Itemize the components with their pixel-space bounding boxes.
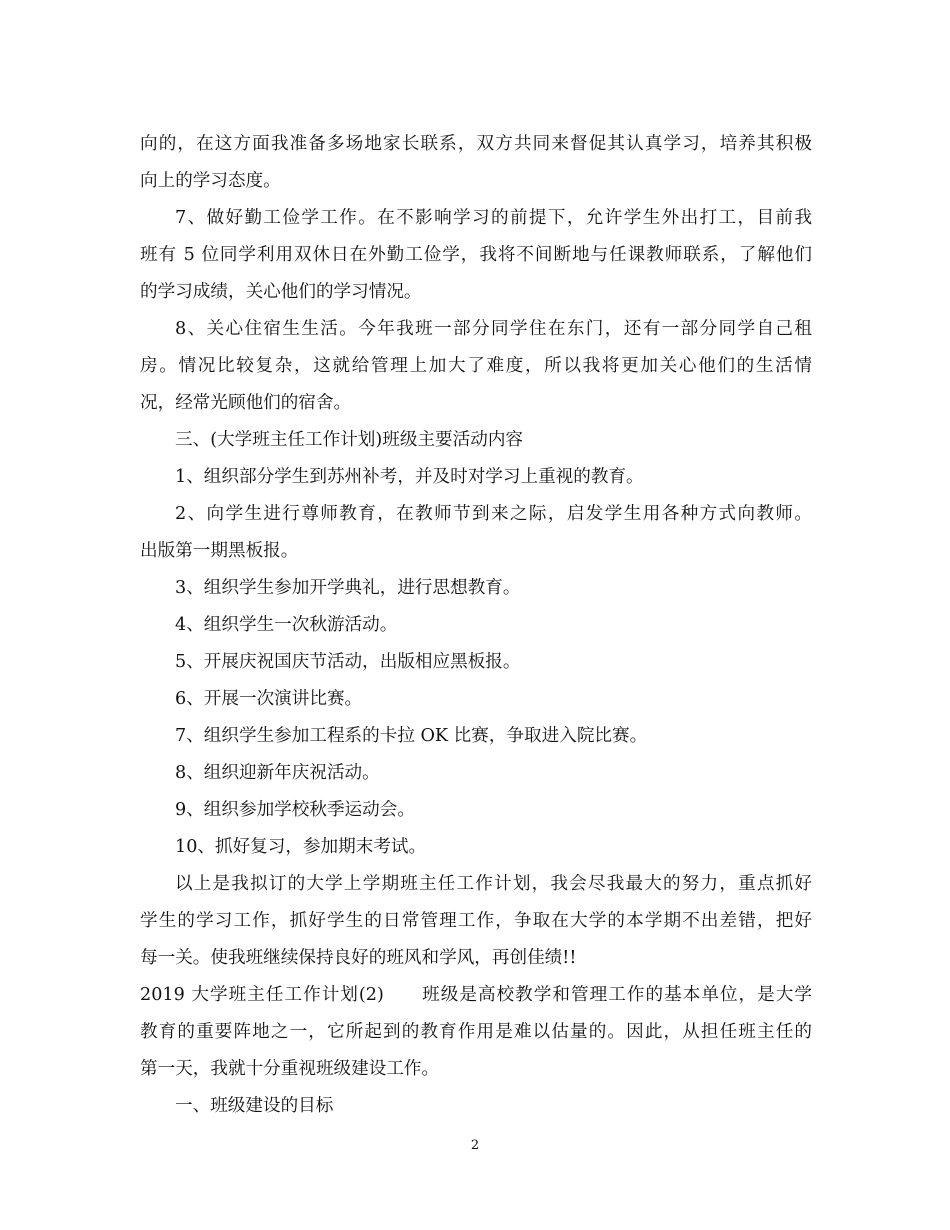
section-heading: 三、(大学班主任工作计划)班级主要活动内容 (175, 430, 524, 450)
text-line: 学生的学习工作，抓好学生的日常管理工作，争取在大学的本学期不出差错，把好 (140, 911, 812, 931)
text-line: 向上的学习态度。 (140, 171, 281, 191)
text-line: 向的，在这方面我准备多场地家长联系，双方共同来督促其认真学习，培养其积极 (140, 134, 812, 154)
list-item: 3、组织学生参加开学典礼，进行思想教育。 (175, 578, 521, 598)
text-line: 7、做好勤工俭学工作。在不影响学习的前提下，允许学生外出打工，目前我 (175, 208, 812, 228)
text-line: 每一关。使我班继续保持良好的班风和学风，再创佳绩!! (140, 948, 577, 968)
list-item: 6、开展一次演讲比赛。 (175, 689, 363, 709)
list-item: 10、抓好复习，参加期末考试。 (175, 837, 427, 857)
list-item: 5、开展庆祝国庆节活动，出版相应黑板报。 (175, 652, 521, 672)
document-body (140, 126, 812, 1125)
text-line: 2019 大学班主任工作计划(2) 班级是高校教学和管理工作的基本单位，是大学 (140, 985, 812, 1005)
list-item: 8、组织迎新年庆祝活动。 (175, 763, 380, 783)
section-heading: 一、班级建设的目标 (175, 1096, 334, 1116)
text-line: 教育的重要阵地之一，它所起到的教育作用是难以估量的。因此，从担任班主任的 (140, 1022, 812, 1042)
text-line: 出版第一期黑板报。 (140, 541, 299, 561)
text-line: 的学习成绩，关心他们的学习情况。 (140, 282, 422, 302)
text-line: 房。情况比较复杂，这就给管理上加大了难度，所以我将更加关心他们的生活情 (140, 356, 812, 376)
text-line: 班有 5 位同学利用双休日在外勤工俭学，我将不间断地与任课教师联系，了解他们 (140, 245, 812, 265)
page-number: 2 (470, 1138, 480, 1153)
text-line: 8、关心住宿生生活。今年我班一部分同学住在东门，还有一部分同学自己租 (175, 319, 812, 339)
list-item: 7、组织学生参加工程系的卡拉 OK 比赛，争取进入院比赛。 (175, 726, 648, 746)
list-item: 1、组织部分学生到苏州补考，并及时对学习上重视的教育。 (175, 467, 644, 487)
list-item: 4、组织学生一次秋游活动。 (175, 615, 398, 635)
text-line: 以上是我拟订的大学上学期班主任工作计划，我会尽我最大的努力，重点抓好 (175, 874, 812, 894)
list-item: 9、组织参加学校秋季运动会。 (175, 800, 415, 820)
list-item: 2、向学生进行尊师教育，在教师节到来之际，启发学生用各种方式向教师。 (175, 504, 812, 524)
text-line: 况，经常光顾他们的宿舍。 (140, 393, 352, 413)
text-line: 第一天，我就十分重视班级建设工作。 (140, 1059, 440, 1079)
